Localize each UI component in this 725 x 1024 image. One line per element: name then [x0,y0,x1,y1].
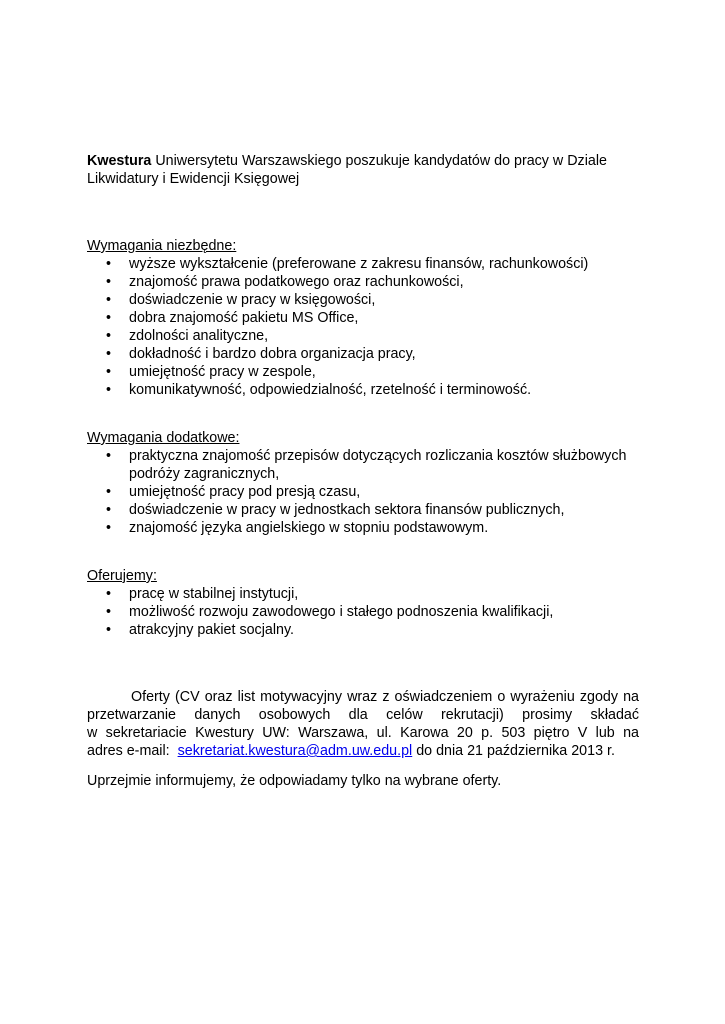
list-item-text: doświadczenie w pracy w księgowości, [129,292,376,308]
list-item-text: umiejętność pracy w zespole, [129,364,316,380]
list-item-text: wyższe wykształcenie (preferowane z zakresu finansów, rachunkowości) [129,256,589,272]
bullet-icon: • [106,520,112,536]
list-item [87,345,639,363]
list-item [87,291,639,309]
bullet-icon: • [106,622,112,638]
required-heading: Wymagania niezbędne: [87,238,237,254]
additional-list [87,447,639,537]
list-item [87,363,639,381]
list-item-text: pracę w stabilnej instytucji, [129,586,299,602]
list-item-text: dobra znajomość pakietu MS Office, [129,310,359,326]
list-item [87,327,639,345]
application-line: w sekretariacie Kwestury UW: Warszawa, ul. Karowa 20 p. 503 piętro V lub na [87,725,639,741]
bullet-icon: • [106,382,112,398]
bullet-icon: • [106,502,112,518]
bullet-icon: • [106,346,112,362]
offer-heading: Oferujemy: [87,568,157,584]
application-line [87,742,639,760]
bullet-icon: • [106,274,112,290]
list-item-text: znajomość prawa podatkowego oraz rachunkowości, [129,274,464,290]
list-item-text: doświadczenie w pracy w jednostkach sektora finansów publicznych, [129,502,565,518]
list-item [87,519,639,537]
bullet-icon: • [106,604,112,620]
list-item [87,255,639,273]
application-line: przetwarzanie danych osobowych dla celów rekrutacji) prosimy składać [87,707,639,723]
required-list [87,255,639,399]
intro-paragraph [87,152,639,188]
list-item [87,621,639,639]
list-item [87,483,639,501]
email-link[interactable]: sekretariat.kwestura@adm.uw.edu.pl [177,743,413,759]
list-item [87,585,639,603]
bullet-icon: • [106,292,112,308]
list-item-text: zdolności analityczne, [129,328,269,344]
list-item-text: praktyczna znajomość przepisów dotyczących rozliczania kosztów służbowych podróży zagranicznych, [129,448,627,482]
bullet-icon: • [106,328,112,344]
org-name: Kwestura [87,153,152,169]
closing-note: Uprzejmie informujemy, że odpowiadamy tylko na wybrane oferty. [87,773,502,789]
list-item-text: znajomość języka angielskiego w stopniu podstawowym. [129,520,489,536]
bullet-icon: • [106,448,112,464]
list-item [87,447,639,483]
additional-section [87,429,639,537]
list-item-text: atrakcyjny pakiet socjalny. [129,622,295,638]
list-item-text: umiejętność pracy pod presją czasu, [129,484,361,500]
email-prefix: adres e-mail: [87,743,170,759]
list-item-text: dokładność i bardzo dobra organizacja pracy, [129,346,416,362]
bullet-icon: • [106,310,112,326]
list-item [87,501,639,519]
application-paragraph [87,688,639,760]
list-item-text: możliwość rozwoju zawodowego i stałego podnoszenia kwalifikacji, [129,604,554,620]
bullet-icon: • [106,256,112,272]
deadline-text: do dnia 21 października 2013 r. [416,743,615,759]
intro-text: Uniwersytetu Warszawskiego poszukuje kandydatów do pracy w Dziale Likwidatury i Ewidencji Księgowej [87,153,607,187]
offer-section [87,567,639,639]
bullet-icon: • [106,364,112,380]
list-item [87,273,639,291]
application-line [87,688,639,706]
bullet-icon: • [106,586,112,602]
list-item [87,309,639,327]
application-text: Oferty (CV oraz list motywacyjny wraz z oświadczeniem o wyrażeniu zgody na [131,689,639,705]
offer-list [87,585,639,639]
list-item [87,381,639,399]
additional-heading: Wymagania dodatkowe: [87,430,240,446]
bullet-icon: • [106,484,112,500]
list-item [87,603,639,621]
required-section [87,237,639,399]
list-item-text: komunikatywność, odpowiedzialność, rzetelność i terminowość. [129,382,532,398]
